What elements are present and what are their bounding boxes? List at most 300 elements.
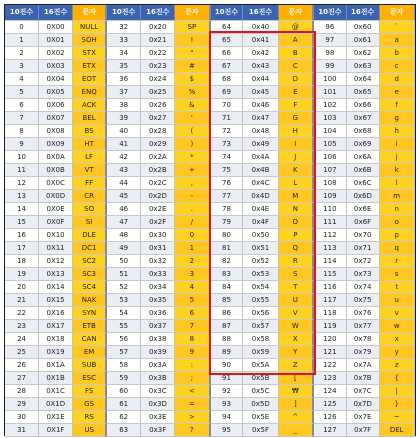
char-cell: X	[279, 333, 314, 346]
hex-cell: 0X1C	[39, 385, 73, 398]
decimal-cell: 44	[107, 177, 141, 190]
decimal-cell: 107	[314, 164, 347, 177]
table-row	[5, 112, 415, 125]
decimal-cell: 115	[314, 268, 347, 281]
char-cell: HT	[73, 138, 107, 151]
hex-cell: 0X1E	[39, 411, 73, 424]
decimal-cell: 86	[211, 307, 244, 320]
decimal-cell: 15	[5, 216, 39, 229]
table-row	[5, 242, 415, 255]
char-cell: ^	[279, 411, 314, 424]
decimal-cell: 0	[5, 21, 39, 34]
char-cell: DLE	[73, 229, 107, 242]
decimal-cell: 46	[107, 203, 141, 216]
decimal-cell: 27	[5, 372, 39, 385]
decimal-cell: 5	[5, 86, 39, 99]
decimal-cell: 29	[5, 398, 39, 411]
table-row	[5, 398, 415, 411]
hex-cell: 0x44	[243, 73, 278, 86]
decimal-cell: 89	[211, 346, 244, 359]
decimal-cell: 62	[107, 411, 141, 424]
decimal-cell: 21	[5, 294, 39, 307]
header-hex: 16진수	[39, 5, 73, 21]
decimal-cell: 39	[107, 112, 141, 125]
hex-cell: 0X0E	[39, 203, 73, 216]
char-cell: e	[380, 86, 415, 99]
char-cell: w	[380, 320, 415, 333]
char-cell: ,	[175, 177, 210, 190]
char-cell: [	[279, 372, 314, 385]
table-row	[5, 424, 415, 437]
hex-cell: 0x60	[347, 21, 380, 34]
decimal-cell: 100	[314, 73, 347, 86]
char-cell: `	[380, 21, 415, 34]
decimal-cell: 116	[314, 281, 347, 294]
decimal-cell: 81	[211, 242, 244, 255]
char-cell: BEL	[73, 112, 107, 125]
hex-cell: 0X00	[39, 21, 73, 34]
char-cell: K	[279, 164, 314, 177]
char-cell: ENQ	[73, 86, 107, 99]
decimal-cell: 101	[314, 86, 347, 99]
decimal-cell: 83	[211, 268, 244, 281]
hex-cell: 0x78	[347, 333, 380, 346]
hex-cell: 0x3A	[141, 359, 175, 372]
hex-cell: 0x31	[141, 242, 175, 255]
char-cell: L	[279, 177, 314, 190]
hex-cell: 0X12	[39, 255, 73, 268]
decimal-cell: 38	[107, 99, 141, 112]
char-cell: Y	[279, 346, 314, 359]
char-cell: SUB	[73, 359, 107, 372]
hex-cell: 0X19	[39, 346, 73, 359]
hex-cell: 0x4C	[243, 177, 278, 190]
hex-cell: 0x53	[243, 268, 278, 281]
char-cell: {	[380, 372, 415, 385]
char-cell: y	[380, 346, 415, 359]
decimal-cell: 119	[314, 320, 347, 333]
hex-cell: 0x55	[243, 294, 278, 307]
char-cell: ?	[175, 424, 210, 437]
char-cell: ETX	[73, 60, 107, 73]
hex-cell: 0X15	[39, 294, 73, 307]
char-cell: 1	[175, 242, 210, 255]
table-row	[5, 34, 415, 47]
hex-cell: 0x79	[347, 346, 380, 359]
decimal-cell: 33	[107, 34, 141, 47]
decimal-cell: 102	[314, 99, 347, 112]
char-cell: G	[279, 112, 314, 125]
decimal-cell: 78	[211, 203, 244, 216]
hex-cell: 0X09	[39, 138, 73, 151]
char-cell: C	[279, 60, 314, 73]
hex-cell: 0x30	[141, 229, 175, 242]
decimal-cell: 92	[211, 385, 244, 398]
char-cell: k	[380, 164, 415, 177]
hex-cell: 0x64	[347, 73, 380, 86]
decimal-cell: 80	[211, 229, 244, 242]
char-cell: GS	[73, 398, 107, 411]
decimal-cell: 37	[107, 86, 141, 99]
table-row	[5, 138, 415, 151]
char-cell: *	[175, 151, 210, 164]
hex-cell: 0x39	[141, 346, 175, 359]
decimal-cell: 36	[107, 73, 141, 86]
hex-cell: 0x34	[141, 281, 175, 294]
decimal-cell: 22	[5, 307, 39, 320]
char-cell: SP	[175, 21, 210, 34]
decimal-cell: 117	[314, 294, 347, 307]
hex-cell: 0x54	[243, 281, 278, 294]
char-cell: SC2	[73, 255, 107, 268]
char-cell: CAN	[73, 333, 107, 346]
decimal-cell: 66	[211, 47, 244, 60]
char-cell: B	[279, 47, 314, 60]
hex-cell: 0x46	[243, 99, 278, 112]
table-row	[5, 268, 415, 281]
char-cell: b	[380, 47, 415, 60]
decimal-cell: 51	[107, 268, 141, 281]
hex-cell: 0x50	[243, 229, 278, 242]
hex-cell: 0x61	[347, 34, 380, 47]
decimal-cell: 104	[314, 125, 347, 138]
hex-cell: 0x75	[347, 294, 380, 307]
decimal-cell: 99	[314, 60, 347, 73]
table-row	[5, 411, 415, 424]
hex-cell: 0x77	[347, 320, 380, 333]
char-cell: @	[279, 21, 314, 34]
char-cell: !	[175, 34, 210, 47]
char-cell: $	[175, 73, 210, 86]
decimal-cell: 14	[5, 203, 39, 216]
char-cell: '	[175, 112, 210, 125]
char-cell: f	[380, 99, 415, 112]
hex-cell: 0x57	[243, 320, 278, 333]
hex-cell: 0x6D	[347, 190, 380, 203]
hex-cell: 0x6B	[347, 164, 380, 177]
char-cell: DC1	[73, 242, 107, 255]
decimal-cell: 113	[314, 242, 347, 255]
hex-cell: 0x66	[347, 99, 380, 112]
decimal-cell: 96	[314, 21, 347, 34]
hex-cell: 0X17	[39, 320, 73, 333]
hex-cell: 0x5E	[243, 411, 278, 424]
hex-cell: 0x76	[347, 307, 380, 320]
decimal-cell: 126	[314, 411, 347, 424]
decimal-cell: 47	[107, 216, 141, 229]
char-cell: SI	[73, 216, 107, 229]
table-row	[5, 203, 415, 216]
decimal-cell: 94	[211, 411, 244, 424]
char-cell: U	[279, 294, 314, 307]
hex-cell: 0x25	[141, 86, 175, 99]
decimal-cell: 17	[5, 242, 39, 255]
decimal-cell: 63	[107, 424, 141, 437]
decimal-cell: 31	[5, 424, 39, 437]
hex-cell: 0x47	[243, 112, 278, 125]
decimal-cell: 40	[107, 125, 141, 138]
hex-cell: 0x68	[347, 125, 380, 138]
char-cell: 6	[175, 307, 210, 320]
char-cell: o	[380, 216, 415, 229]
char-cell: h	[380, 125, 415, 138]
char-cell: ESC	[73, 372, 107, 385]
char-cell: SYN	[73, 307, 107, 320]
char-cell: RS	[73, 411, 107, 424]
hex-cell: 0x20	[141, 21, 175, 34]
hex-cell: 0x72	[347, 255, 380, 268]
decimal-cell: 82	[211, 255, 244, 268]
decimal-cell: 41	[107, 138, 141, 151]
hex-cell: 0x3C	[141, 385, 175, 398]
char-cell: SOH	[73, 34, 107, 47]
decimal-cell: 71	[211, 112, 244, 125]
table-row	[5, 86, 415, 99]
table-row	[5, 281, 415, 294]
table-row	[5, 125, 415, 138]
decimal-cell: 18	[5, 255, 39, 268]
hex-cell: 0x24	[141, 73, 175, 86]
char-cell: V	[279, 307, 314, 320]
char-cell: -	[175, 190, 210, 203]
decimal-cell: 70	[211, 99, 244, 112]
char-cell: }	[380, 398, 415, 411]
ascii-table	[4, 4, 416, 436]
char-cell: /	[175, 216, 210, 229]
char-cell: O	[279, 216, 314, 229]
char-cell: ₩	[279, 385, 314, 398]
hex-cell: 0x36	[141, 307, 175, 320]
hex-cell: 0X1F	[39, 424, 73, 437]
hex-cell: 0x71	[347, 242, 380, 255]
decimal-cell: 43	[107, 164, 141, 177]
hex-cell: 0x3D	[141, 398, 175, 411]
decimal-cell: 76	[211, 177, 244, 190]
header-char: 문자	[73, 5, 107, 21]
char-cell: p	[380, 229, 415, 242]
char-cell: E	[279, 86, 314, 99]
decimal-cell: 120	[314, 333, 347, 346]
decimal-cell: 111	[314, 216, 347, 229]
table-row	[5, 333, 415, 346]
table-row	[5, 372, 415, 385]
char-cell: F	[279, 99, 314, 112]
table-row	[5, 320, 415, 333]
hex-cell: 0x65	[347, 86, 380, 99]
hex-cell: 0x22	[141, 47, 175, 60]
header-char: 문자	[380, 5, 415, 21]
char-cell: S	[279, 268, 314, 281]
hex-cell: 0x6C	[347, 177, 380, 190]
hex-cell: 0x59	[243, 346, 278, 359]
hex-cell: 0x69	[347, 138, 380, 151]
header-hex: 16진수	[141, 5, 175, 21]
decimal-cell: 84	[211, 281, 244, 294]
decimal-cell: 64	[211, 21, 244, 34]
char-cell: &	[175, 99, 210, 112]
decimal-cell: 74	[211, 151, 244, 164]
hex-cell: 0x58	[243, 333, 278, 346]
hex-cell: 0x48	[243, 125, 278, 138]
decimal-cell: 61	[107, 398, 141, 411]
char-cell: 4	[175, 281, 210, 294]
decimal-cell: 98	[314, 47, 347, 60]
char-cell: g	[380, 112, 415, 125]
decimal-cell: 12	[5, 177, 39, 190]
hex-cell: 0X10	[39, 229, 73, 242]
table-row	[5, 164, 415, 177]
table-row	[5, 190, 415, 203]
table-row	[5, 307, 415, 320]
char-cell: D	[279, 73, 314, 86]
header-hex: 16진수	[347, 5, 380, 21]
char-cell: ACK	[73, 99, 107, 112]
char-cell: u	[380, 294, 415, 307]
decimal-cell: 110	[314, 203, 347, 216]
decimal-cell: 58	[107, 359, 141, 372]
header-decimal: 10진수	[5, 5, 39, 21]
hex-cell: 0X14	[39, 281, 73, 294]
char-cell: STX	[73, 47, 107, 60]
table-row	[5, 99, 415, 112]
table-row	[5, 47, 415, 60]
char-cell: a	[380, 34, 415, 47]
hex-cell: 0X03	[39, 60, 73, 73]
char-cell: 9	[175, 346, 210, 359]
hex-cell: 0x6E	[347, 203, 380, 216]
char-cell: I	[279, 138, 314, 151]
char-cell: :	[175, 359, 210, 372]
table-row	[5, 346, 415, 359]
header-decimal: 10진수	[211, 5, 244, 21]
hex-cell: 0x52	[243, 255, 278, 268]
decimal-cell: 112	[314, 229, 347, 242]
char-cell: M	[279, 190, 314, 203]
decimal-cell: 114	[314, 255, 347, 268]
header-row	[5, 5, 415, 21]
hex-cell: 0x74	[347, 281, 380, 294]
table-row	[5, 216, 415, 229]
hex-cell: 0x42	[243, 47, 278, 60]
decimal-cell: 20	[5, 281, 39, 294]
char-cell: =	[175, 398, 210, 411]
decimal-cell: 67	[211, 60, 244, 73]
char-cell: P	[279, 229, 314, 242]
decimal-cell: 25	[5, 346, 39, 359]
decimal-cell: 118	[314, 307, 347, 320]
decimal-cell: 23	[5, 320, 39, 333]
decimal-cell: 9	[5, 138, 39, 151]
hex-cell: 0x7F	[347, 424, 380, 437]
char-cell: 5	[175, 294, 210, 307]
char-cell: VT	[73, 164, 107, 177]
hex-cell: 0x26	[141, 99, 175, 112]
decimal-cell: 19	[5, 268, 39, 281]
hex-cell: 0x5C	[243, 385, 278, 398]
decimal-cell: 68	[211, 73, 244, 86]
char-cell: SC3	[73, 268, 107, 281]
hex-cell: 0x2E	[141, 203, 175, 216]
decimal-cell: 56	[107, 333, 141, 346]
hex-cell: 0x4A	[243, 151, 278, 164]
decimal-cell: 123	[314, 372, 347, 385]
hex-cell: 0x2D	[141, 190, 175, 203]
decimal-cell: 85	[211, 294, 244, 307]
header-hex: 16진수	[243, 5, 278, 21]
table-row	[5, 177, 415, 190]
char-cell: H	[279, 125, 314, 138]
hex-cell: 0X1D	[39, 398, 73, 411]
table-row	[5, 21, 415, 34]
decimal-cell: 75	[211, 164, 244, 177]
header-decimal: 10진수	[107, 5, 141, 21]
hex-cell: 0x63	[347, 60, 380, 73]
hex-cell: 0X0B	[39, 164, 73, 177]
decimal-cell: 8	[5, 125, 39, 138]
hex-cell: 0x3E	[141, 411, 175, 424]
decimal-cell: 77	[211, 190, 244, 203]
hex-cell: 0x38	[141, 333, 175, 346]
char-cell: DEL	[380, 424, 415, 437]
decimal-cell: 124	[314, 385, 347, 398]
char-cell: LF	[73, 151, 107, 164]
hex-cell: 0x2C	[141, 177, 175, 190]
char-cell: s	[380, 268, 415, 281]
char-cell: v	[380, 307, 415, 320]
hex-cell: 0x67	[347, 112, 380, 125]
decimal-cell: 32	[107, 21, 141, 34]
header-char: 문자	[279, 5, 314, 21]
hex-cell: 0x28	[141, 125, 175, 138]
decimal-cell: 28	[5, 385, 39, 398]
char-cell: 3	[175, 268, 210, 281]
char-cell: 0	[175, 229, 210, 242]
hex-cell: 0X04	[39, 73, 73, 86]
hex-cell: 0x40	[243, 21, 278, 34]
hex-cell: 0x2F	[141, 216, 175, 229]
char-cell: EM	[73, 346, 107, 359]
decimal-cell: 45	[107, 190, 141, 203]
char-cell: Q	[279, 242, 314, 255]
hex-cell: 0X01	[39, 34, 73, 47]
char-cell: EOT	[73, 73, 107, 86]
decimal-cell: 65	[211, 34, 244, 47]
table-row	[5, 60, 415, 73]
decimal-cell: 91	[211, 372, 244, 385]
decimal-cell: 49	[107, 242, 141, 255]
hex-cell: 0X18	[39, 333, 73, 346]
hex-cell: 0X1A	[39, 359, 73, 372]
decimal-cell: 3	[5, 60, 39, 73]
decimal-cell: 95	[211, 424, 244, 437]
char-cell: +	[175, 164, 210, 177]
char-cell: W	[279, 320, 314, 333]
char-cell: (	[175, 125, 210, 138]
hex-cell: 0X07	[39, 112, 73, 125]
char-cell: )	[175, 138, 210, 151]
decimal-cell: 50	[107, 255, 141, 268]
table-row	[5, 73, 415, 86]
char-cell: x	[380, 333, 415, 346]
hex-cell: 0x41	[243, 34, 278, 47]
char-cell: US	[73, 424, 107, 437]
char-cell: A	[279, 34, 314, 47]
hex-cell: 0x56	[243, 307, 278, 320]
hex-cell: 0x43	[243, 60, 278, 73]
hex-cell: 0x3B	[141, 372, 175, 385]
decimal-cell: 88	[211, 333, 244, 346]
char-cell: ~	[380, 411, 415, 424]
